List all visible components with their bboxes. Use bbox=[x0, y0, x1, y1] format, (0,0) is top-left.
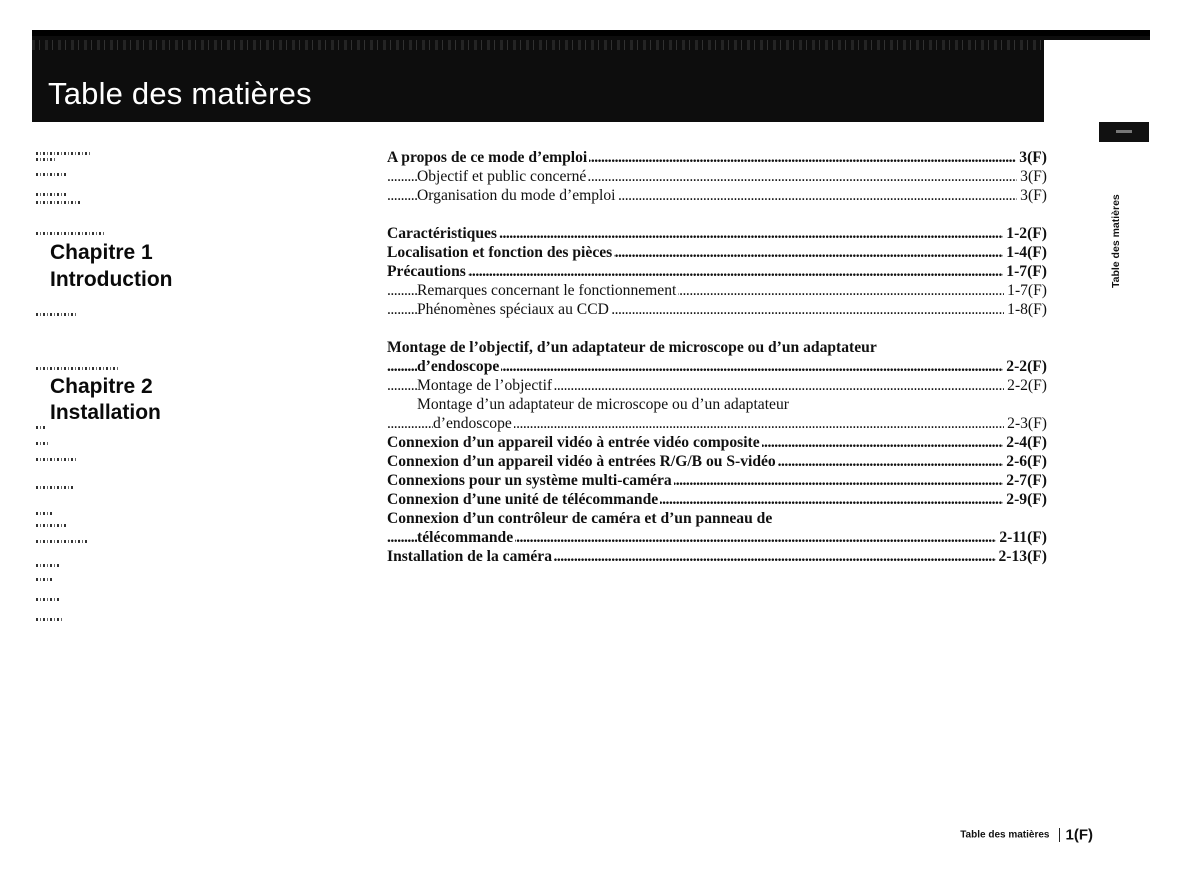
toc-entry[interactable] bbox=[387, 167, 1047, 186]
toc-entry-page: 1-7(F) bbox=[1003, 262, 1047, 281]
footer-separator bbox=[1059, 828, 1060, 842]
toc-entry-page: 1-8(F) bbox=[1004, 300, 1047, 319]
toc-entry[interactable] bbox=[387, 376, 1047, 395]
margin-mark bbox=[36, 232, 106, 235]
toc-entry-title-line[interactable]: Montage de l’objectif, d’un adaptateur de microscope ou d’un adaptateur bbox=[387, 339, 877, 356]
toc-entry-title: Objectif et public concerné bbox=[417, 168, 587, 185]
leader-dots bbox=[387, 262, 1047, 281]
chapter-2-name: Installation bbox=[50, 401, 161, 424]
margin-mark bbox=[36, 313, 76, 316]
toc-entry-title: télécommande bbox=[417, 529, 514, 546]
margin-mark bbox=[36, 524, 68, 527]
toc-entry[interactable] bbox=[387, 224, 1047, 243]
margin-mark bbox=[36, 486, 74, 489]
toc-entry-page: 3(F) bbox=[1016, 148, 1047, 167]
toc-entry[interactable] bbox=[387, 186, 1047, 205]
toc-entry-page: 2-7(F) bbox=[1003, 471, 1047, 490]
toc-entry-title: Remarques concernant le fonctionnement bbox=[417, 282, 677, 299]
toc-entry-page: 2-6(F) bbox=[1003, 452, 1047, 471]
toc-entry[interactable] bbox=[387, 433, 1047, 452]
margin-mark bbox=[36, 578, 52, 581]
toc-entry-title: Phénomènes spéciaux au CCD bbox=[417, 301, 609, 318]
header-cutout bbox=[1044, 40, 1150, 122]
toc-entry-title: A propos de ce mode d’emploi bbox=[387, 149, 588, 166]
toc-entry[interactable] bbox=[387, 547, 1047, 566]
toc-entry-page: 2-3(F) bbox=[1004, 414, 1047, 433]
margin-mark bbox=[36, 152, 90, 155]
toc-entry-page: 2-4(F) bbox=[1003, 433, 1047, 452]
header-texture bbox=[32, 40, 1042, 50]
margin-mark bbox=[36, 367, 120, 370]
toc-entry-page: 1-2(F) bbox=[1003, 224, 1047, 243]
margin-mark bbox=[36, 564, 60, 567]
margin-mark bbox=[36, 442, 50, 445]
toc-entry-title: Localisation et fonction des pièces bbox=[387, 244, 613, 261]
toc-spacer bbox=[387, 205, 1047, 224]
toc-entry-title: Montage de l’objectif bbox=[417, 377, 553, 394]
toc-entry-title: Connexion d’une unité de télécommande bbox=[387, 491, 659, 508]
toc-entry-title-line[interactable]: Montage d’un adaptateur de microscope ou d’un adaptateur bbox=[417, 396, 789, 413]
header-top-rule bbox=[32, 30, 1150, 36]
toc-entry-title: Connexions pour un système multi-caméra bbox=[387, 472, 672, 489]
toc-entry[interactable] bbox=[387, 148, 1047, 167]
table-of-contents bbox=[387, 148, 1047, 566]
toc-entry[interactable] bbox=[387, 490, 1047, 509]
margin-mark bbox=[36, 458, 76, 461]
toc-entry[interactable] bbox=[387, 281, 1047, 300]
toc-entry-page: 2-13(F) bbox=[996, 547, 1048, 566]
toc-entry-title: Précautions bbox=[387, 263, 466, 280]
chapter-2-label: Chapitre 2 bbox=[50, 375, 153, 398]
toc-entry-page: 1-4(F) bbox=[1003, 243, 1047, 262]
margin-mark bbox=[36, 158, 56, 161]
toc-entry-page: 1-7(F) bbox=[1004, 281, 1047, 300]
toc-entry[interactable] bbox=[387, 357, 1047, 376]
margin-mark bbox=[36, 512, 54, 515]
toc-entry-page: 2-2(F) bbox=[1003, 357, 1047, 376]
page-title: Table des matières bbox=[48, 76, 312, 111]
toc-entry-page: 2-11(F) bbox=[996, 528, 1047, 547]
toc-entry[interactable] bbox=[387, 414, 1047, 433]
toc-entry[interactable] bbox=[387, 262, 1047, 281]
margin-mark bbox=[36, 173, 68, 176]
margin-mark bbox=[36, 598, 60, 601]
toc-entry-page: 2-2(F) bbox=[1004, 376, 1047, 395]
toc-entry-title: Caractéristiques bbox=[387, 225, 497, 242]
toc-entry-title: Organisation du mode d’emploi bbox=[417, 187, 616, 204]
page-footer bbox=[900, 826, 1093, 844]
margin-mark bbox=[36, 193, 66, 196]
toc-entry-title: Connexion d’un appareil vidéo à entrées R/G/B ou S-vidéo bbox=[387, 453, 776, 470]
toc-entry-title: Installation de la caméra bbox=[387, 548, 553, 565]
toc-entry[interactable] bbox=[387, 300, 1047, 319]
toc-spacer bbox=[387, 319, 1047, 338]
toc-entry-page: 3(F) bbox=[1017, 167, 1047, 186]
toc-entry-title: d’endoscope bbox=[417, 358, 500, 375]
footer-label: Table des matières bbox=[960, 829, 1050, 841]
toc-entry-page: 3(F) bbox=[1017, 186, 1047, 205]
toc-entry-page: 2-9(F) bbox=[1003, 490, 1047, 509]
chapter-1-label: Chapitre 1 bbox=[50, 241, 153, 264]
footer-page-number: 1(F) bbox=[1065, 826, 1093, 844]
toc-entry-title: Connexion d’un appareil vidéo à entrée vidéo composite bbox=[387, 434, 760, 451]
side-section-label: Table des matières bbox=[1110, 194, 1122, 288]
section-tab-mark bbox=[1116, 130, 1132, 133]
toc-entry[interactable] bbox=[387, 243, 1047, 262]
toc-entry[interactable] bbox=[387, 471, 1047, 490]
toc-entry[interactable] bbox=[387, 452, 1047, 471]
toc-entry-title-line[interactable]: Connexion d’un contrôleur de caméra et d’un panneau de bbox=[387, 510, 773, 527]
margin-mark bbox=[36, 201, 80, 204]
chapter-1-name: Introduction bbox=[50, 268, 173, 291]
toc-entry[interactable] bbox=[387, 528, 1047, 547]
margin-mark bbox=[36, 426, 46, 429]
margin-mark bbox=[36, 540, 88, 543]
toc-entry-title: d’endoscope bbox=[433, 415, 512, 432]
margin-mark bbox=[36, 618, 64, 621]
